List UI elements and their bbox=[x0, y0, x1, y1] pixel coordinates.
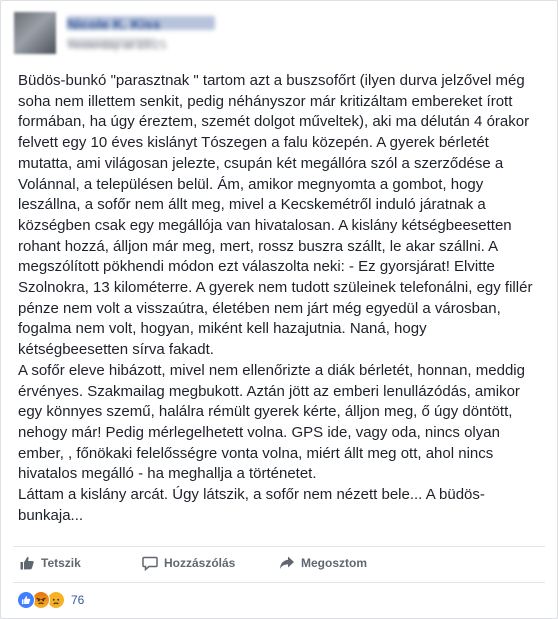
angry-face-icon bbox=[34, 593, 48, 607]
post-paragraph: Büdös-bunkó "parasztnak " tartom azt a buszsofőrt (ilyen durva jelzővel még soha nem illettem senkit, pedig néhányszor már kritizáltam embereket írott formában, ha úgy éreztem, szemét dolgot műveltek), aki ma délután 4 órakor felvett egy 10 éves kislányt Tószegen a falu közepén. A gyerek bérletét mutatta, ami világosan jelezte, csupán két megállóra szól a szerződése a Volánnal, a településen belül. Ám, amikor megnyomta a gombot, hogy leszállna, a sofőr nem állt meg, mivel a Kecskemétről induló járatnak a községben csak egy megállója van hivatalosan. A kislány kétségbeesetten rohant hozzá, álljon már meg, mert, rossz buszra szállt, le akar szállni. A megszólított pökhendi módon ezt válaszolta neki: - Ez gyorsjárat! Elvitte Szolnokra, 13 kilométerre. A gyerek nem tudott szüleinek telefonálni, egy fillér pénze nem volt a visszaútra, életében nem járt még egyedül a városban, fogalma nem volt, hogyan, miként kell hazajutnia. Naná, hogy kétségbeesetten sírva fakadt. bbox=[18, 72, 533, 359]
comment-label: Hozzászólás bbox=[164, 556, 236, 570]
like-label: Tetszik bbox=[41, 556, 81, 570]
avatar[interactable] bbox=[14, 12, 56, 54]
share-label: Megosztom bbox=[301, 556, 367, 570]
post-paragraph: Láttam a kislány arcát. Úgy látszik, a sofőr nem nézett bele... A büdös-bunkaja... bbox=[18, 486, 485, 524]
like-reaction-icon[interactable] bbox=[17, 591, 35, 609]
reactions-summary[interactable] bbox=[17, 591, 84, 609]
post-paragraph: A sofőr eleve hibázott, mivel nem ellenőrizte a diák bérletét, honnan, meddig érvényes. Szakmailag megbukott. Aztán jött az emberi lenullázódás, amikor egy könnyes szemű, halálra rémült gyerek kérte, álljon meg, ő úgy döntött, nehogy már! Pedig mérlegelhetett volna. GPS ide, vagy oda, nincs olyan ember, , főnökaki felelősségre vonta volna, miért állt meg ott, ahol nincs hivatalos megálló - ha meghallja a történetet. bbox=[18, 361, 525, 483]
thumbs-up-icon bbox=[21, 595, 31, 605]
reaction-count[interactable]: 76 bbox=[71, 593, 85, 607]
comment-icon bbox=[142, 555, 158, 571]
divider bbox=[13, 582, 545, 583]
thumbs-up-icon bbox=[19, 555, 35, 571]
share-button[interactable] bbox=[279, 555, 367, 571]
post-body bbox=[18, 71, 540, 526]
sad-face-icon bbox=[49, 593, 63, 607]
divider bbox=[13, 546, 545, 547]
like-button[interactable] bbox=[19, 555, 81, 571]
post-timestamp[interactable]: Yesterday at 10:25 bbox=[67, 38, 167, 52]
author-name[interactable]: Nicole K. Kiss bbox=[67, 16, 215, 30]
share-icon bbox=[279, 555, 295, 571]
action-bar bbox=[19, 555, 539, 575]
post-header bbox=[14, 12, 534, 54]
comment-button[interactable] bbox=[142, 555, 235, 571]
